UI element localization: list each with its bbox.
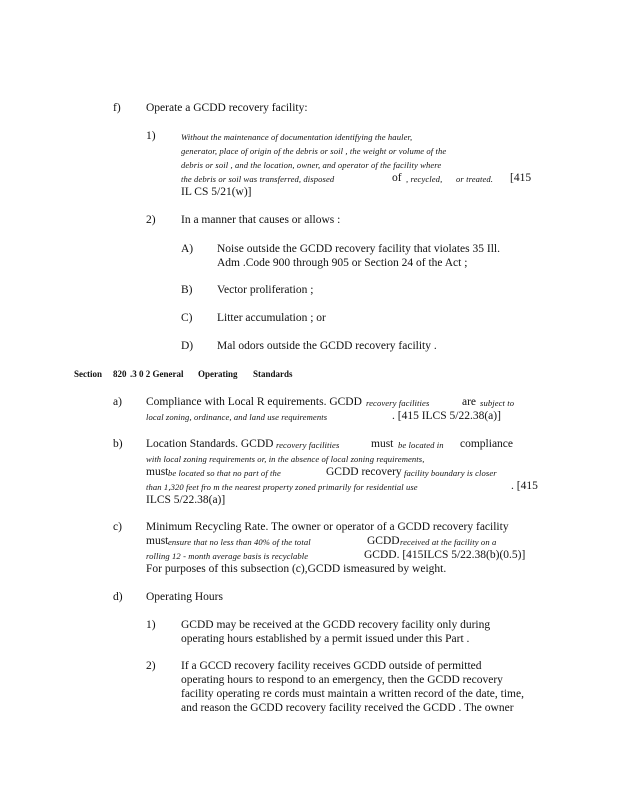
body-line: or treated. xyxy=(456,174,494,184)
section-label: Section xyxy=(74,369,102,379)
body-line: facility boundary is closer xyxy=(404,468,497,478)
body-line: local zoning, ordinance, and land use requirements xyxy=(146,412,328,422)
body-line: Compliance with Local R equirements. GCDD xyxy=(146,396,362,408)
body-line: operating hours to respond to an emergency, then the GCDD recovery xyxy=(181,674,503,686)
body-line: , recycled, xyxy=(406,174,443,184)
item-marker: B) xyxy=(181,284,193,296)
citation: GCDD. [415ILCS 5/22.38(b)(0.5)] xyxy=(364,549,526,561)
section-title: Standards xyxy=(253,369,293,379)
body-text: are xyxy=(462,396,477,408)
item-marker: 2) xyxy=(146,214,156,226)
body-line: recovery facilities xyxy=(366,398,430,408)
body-line: Vector proliferation ; xyxy=(217,284,314,296)
body-line: ensure that no less than 40% of the total xyxy=(168,537,311,547)
body-line: Without the maintenance of documentation identifying the hauler, xyxy=(181,132,413,142)
body-line: recovery facilities xyxy=(276,440,340,450)
body-line: be located so that no part of the xyxy=(168,468,281,478)
body-line: Mal odors outside the GCDD recovery facility . xyxy=(217,340,437,352)
body-line: be located in xyxy=(398,440,444,450)
body-line: Location Standards. GCDD xyxy=(146,438,274,450)
body-line: If a GCCD recovery facility receives GCDD outside of permitted xyxy=(181,660,482,672)
paragraph-heading: Operating Hours xyxy=(146,591,223,603)
body-line: GCDD may be received at the GCDD recovery facility only during xyxy=(181,619,491,631)
body-line: facility operating re cords must maintain a written record of the date, time, xyxy=(181,688,524,700)
body-text: must xyxy=(146,535,169,547)
body-text: of xyxy=(392,172,402,184)
body-line: and reason the GCDD recovery facility received the GCDD . The owner xyxy=(181,702,514,714)
body-line: received at the facility on a xyxy=(400,537,497,547)
body-text: must xyxy=(371,438,394,450)
body-text: GCDD xyxy=(367,535,400,547)
body-text: GCDD recovery xyxy=(326,466,402,478)
body-line: the debris or soil was transferred, disposed xyxy=(181,174,335,184)
item-marker: D) xyxy=(181,340,194,352)
citation: IL CS 5/21(w)] xyxy=(181,186,252,198)
body-line: Noise outside the GCDD recovery facility that violates 35 Ill. xyxy=(217,243,500,255)
section-title: .3 0 2 General xyxy=(130,369,184,379)
citation: ILCS 5/22.38(a)] xyxy=(146,494,226,506)
body-line: In a manner that causes or allows : xyxy=(181,214,341,226)
item-marker: A) xyxy=(181,243,194,255)
citation: [415 xyxy=(510,172,532,184)
body-line: rolling 12 - month average basis is recyclable xyxy=(146,551,309,561)
body-text: must xyxy=(146,466,169,478)
body-line: Minimum Recycling Rate. The owner or operator of a GCDD recovery facility xyxy=(146,521,509,533)
body-line: than 1,320 feet fro m the nearest property zoned primarily for residential use xyxy=(146,482,418,492)
citation: . [415 xyxy=(511,480,538,492)
body-line: debris or soil , and the location, owner, and operator of the facility where xyxy=(181,160,442,170)
item-marker: C) xyxy=(181,312,193,324)
body-text: compliance xyxy=(460,438,514,450)
body-line: with local zoning requirements or, in the absence of local zoning requirements, xyxy=(146,454,425,464)
item-marker: 1) xyxy=(146,619,156,631)
item-marker: c) xyxy=(113,521,122,533)
item-marker: 1) xyxy=(146,130,156,142)
paragraph-heading: Operate a GCDD recovery facility: xyxy=(146,102,308,114)
item-marker: 2) xyxy=(146,660,156,672)
body-line: generator, place of origin of the debris or soil , the weight or volume of the xyxy=(181,146,447,156)
section-number: 820 xyxy=(113,369,127,379)
body-line: operating hours established by a permit issued under this Part . xyxy=(181,633,470,645)
section-title: Operating xyxy=(198,369,238,379)
item-marker: f) xyxy=(113,102,121,114)
item-marker: a) xyxy=(113,396,122,408)
body-line: subject to xyxy=(480,398,515,408)
citation: . [415 ILCS 5/22.38(a)] xyxy=(392,410,501,422)
body-line: Adm .Code 900 through 905 or Section 24 of the Act ; xyxy=(217,257,468,269)
body-line: For purposes of this subsection (c),GCDD ismeasured by weight. xyxy=(146,563,447,575)
item-marker: d) xyxy=(113,591,123,603)
item-marker: b) xyxy=(113,438,123,450)
body-line: Litter accumulation ; or xyxy=(217,312,326,324)
